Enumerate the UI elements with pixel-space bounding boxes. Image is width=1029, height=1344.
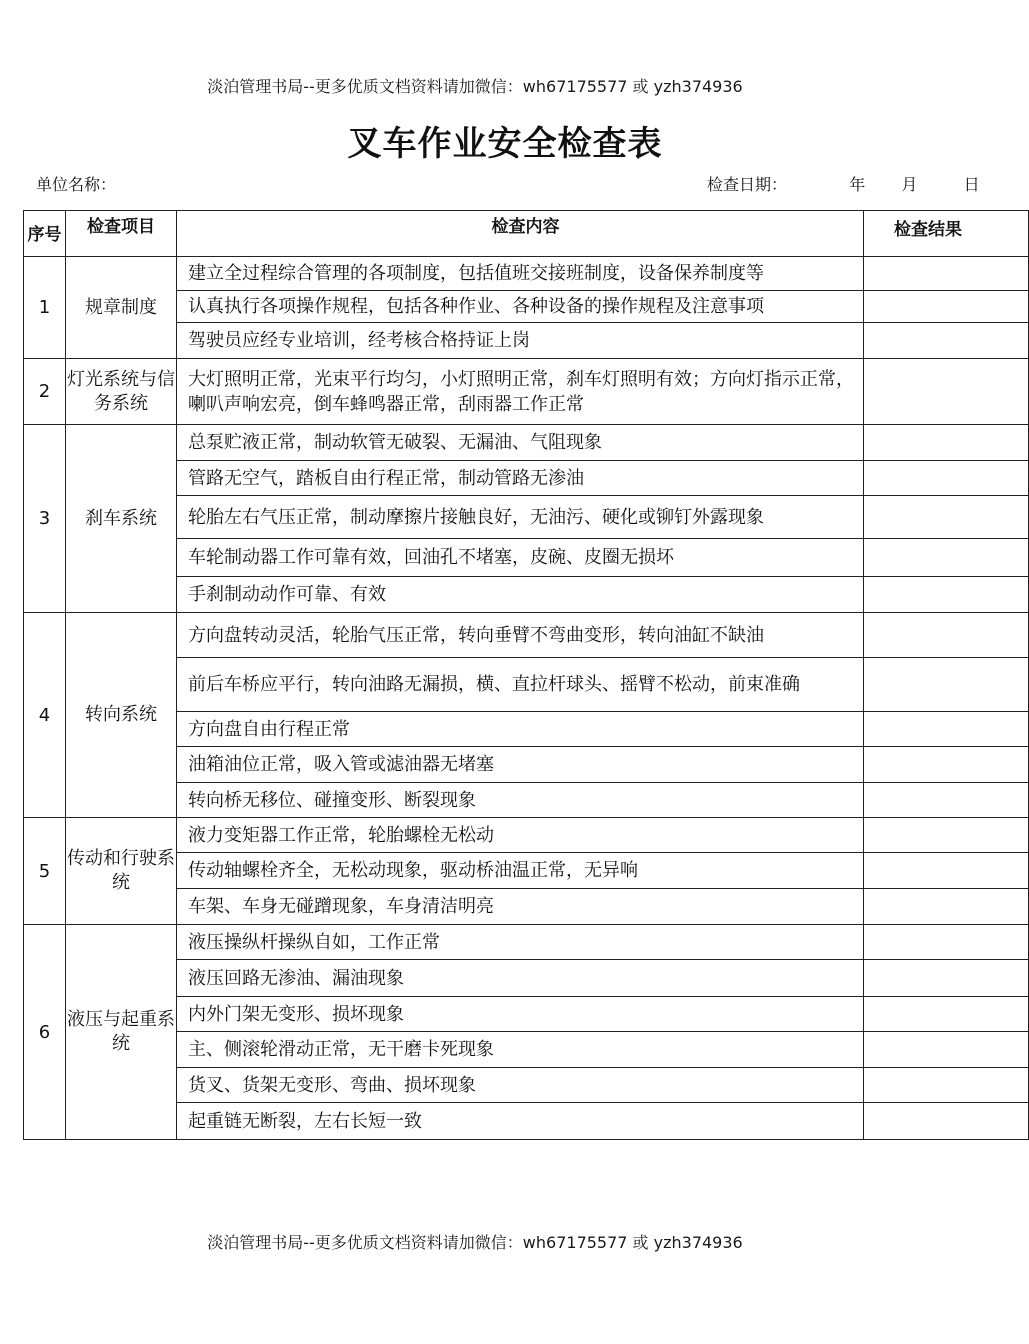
section-number: 3 xyxy=(24,425,66,613)
header-banner: 淡泊管理书局--更多优质文档资料请加微信：wh67175577 或 yzh374936 xyxy=(207,77,743,96)
check-content: 内外门架无变形、损坏现象 xyxy=(177,997,864,1032)
check-content: 主、侧滚轮滑动正常，无干磨卡死现象 xyxy=(177,1032,864,1068)
check-result-cell[interactable] xyxy=(864,747,1029,783)
check-content: 车架、车身无碰蹭现象，车身清洁明亮 xyxy=(177,889,864,925)
check-result-cell[interactable] xyxy=(864,818,1029,853)
section-number: 6 xyxy=(24,925,66,1140)
section-number: 2 xyxy=(24,359,66,425)
check-content: 驾驶员应经专业培训，经考核合格持证上岗 xyxy=(177,323,864,359)
inspection-date xyxy=(707,172,980,195)
check-content: 总泵贮液正常，制动软管无破裂、无漏油、气阻现象 xyxy=(177,425,864,461)
section-item: 灯光系统与信务系统 xyxy=(66,359,177,425)
check-content: 方向盘自由行程正常 xyxy=(177,712,864,747)
check-content: 转向桥无移位、碰撞变形、断裂现象 xyxy=(177,783,864,818)
section-item: 转向系统 xyxy=(66,613,177,818)
section-item: 规章制度 xyxy=(66,257,177,359)
check-content: 货叉、货架无变形、弯曲、损坏现象 xyxy=(177,1068,864,1103)
section-number: 1 xyxy=(24,257,66,359)
col-header-item: 检查项目 xyxy=(66,211,177,257)
check-result-cell[interactable] xyxy=(864,577,1029,613)
check-result-cell[interactable] xyxy=(864,323,1029,359)
check-result-cell[interactable] xyxy=(864,539,1029,577)
check-result-cell[interactable] xyxy=(864,853,1029,889)
section-item: 传动和行驶系统 xyxy=(66,818,177,925)
check-result-cell[interactable] xyxy=(864,291,1029,323)
check-result-cell[interactable] xyxy=(864,359,1029,425)
page-title: 叉车作业安全检查表 xyxy=(347,124,663,164)
table-header-row xyxy=(24,211,1029,257)
check-content: 液压操纵杆操纵自如，工作正常 xyxy=(177,925,864,960)
check-result-cell[interactable] xyxy=(864,658,1029,712)
section-number: 4 xyxy=(24,613,66,818)
check-content: 车轮制动器工作可靠有效，回油孔不堵塞，皮碗、皮圈无损坏 xyxy=(177,539,864,577)
check-result-cell[interactable] xyxy=(864,1068,1029,1103)
check-content: 手刹制动动作可靠、有效 xyxy=(177,577,864,613)
check-content: 传动轴螺栓齐全，无松动现象，驱动桥油温正常，无异响 xyxy=(177,853,864,889)
check-content: 大灯照明正常，光束平行均匀，小灯照明正常，刹车灯照明有效；方向灯指示正常，喇叭声响宏亮，倒车蜂鸣器正常，刮雨器工作正常 xyxy=(177,359,864,425)
check-result-cell[interactable] xyxy=(864,257,1029,291)
check-content: 建立全过程综合管理的各项制度，包括值班交接班制度，设备保养制度等 xyxy=(177,257,864,291)
table-row xyxy=(24,257,1029,291)
check-result-cell[interactable] xyxy=(864,425,1029,461)
check-result-cell[interactable] xyxy=(864,783,1029,818)
check-content: 油箱油位正常，吸入管或滤油器无堵塞 xyxy=(177,747,864,783)
check-result-cell[interactable] xyxy=(864,960,1029,997)
check-content: 轮胎左右气压正常，制动摩擦片接触良好，无油污、硬化或铆钉外露现象 xyxy=(177,496,864,539)
check-content: 起重链无断裂，左右长短一致 xyxy=(177,1103,864,1140)
footer-banner: 淡泊管理书局--更多优质文档资料请加微信：wh67175577 或 yzh374936 xyxy=(207,1233,743,1252)
section-item: 液压与起重系统 xyxy=(66,925,177,1140)
check-content: 方向盘转动灵活，轮胎气压正常，转向垂臂不弯曲变形，转向油缸不缺油 xyxy=(177,613,864,658)
table-row xyxy=(24,613,1029,658)
check-content: 管路无空气，踏板自由行程正常，制动管路无渗油 xyxy=(177,461,864,496)
table-row xyxy=(24,359,1029,425)
check-result-cell[interactable] xyxy=(864,997,1029,1032)
table-row xyxy=(24,925,1029,960)
col-header-result: 检查结果 xyxy=(864,211,1029,257)
check-result-cell[interactable] xyxy=(864,461,1029,496)
section-number: 5 xyxy=(24,818,66,925)
check-result-cell[interactable] xyxy=(864,712,1029,747)
check-result-cell[interactable] xyxy=(864,925,1029,960)
unit-name-label: 单位名称： xyxy=(36,175,117,194)
inspection-table xyxy=(23,210,1029,1140)
table-row xyxy=(24,818,1029,853)
check-content: 认真执行各项操作规程，包括各种作业、各种设备的操作规程及注意事项 xyxy=(177,291,864,323)
check-content: 液力变矩器工作正常，轮胎螺栓无松动 xyxy=(177,818,864,853)
date-day-label: 日 xyxy=(963,175,980,194)
check-content: 前后车桥应平行，转向油路无漏损，横、直拉杆球头、摇臂不松动，前束准确 xyxy=(177,658,864,712)
col-header-content: 检查内容 xyxy=(177,211,864,257)
check-result-cell[interactable] xyxy=(864,496,1029,539)
col-header-no: 序号 xyxy=(24,211,66,257)
check-result-cell[interactable] xyxy=(864,1103,1029,1140)
check-result-cell[interactable] xyxy=(864,889,1029,925)
check-content: 液压回路无渗油、漏油现象 xyxy=(177,960,864,997)
date-label: 检查日期： xyxy=(707,175,788,194)
date-month-label: 月 xyxy=(901,175,918,194)
date-year-label: 年 xyxy=(849,175,866,194)
table-row xyxy=(24,425,1029,461)
section-item: 刹车系统 xyxy=(66,425,177,613)
check-result-cell[interactable] xyxy=(864,1032,1029,1068)
check-result-cell[interactable] xyxy=(864,613,1029,658)
